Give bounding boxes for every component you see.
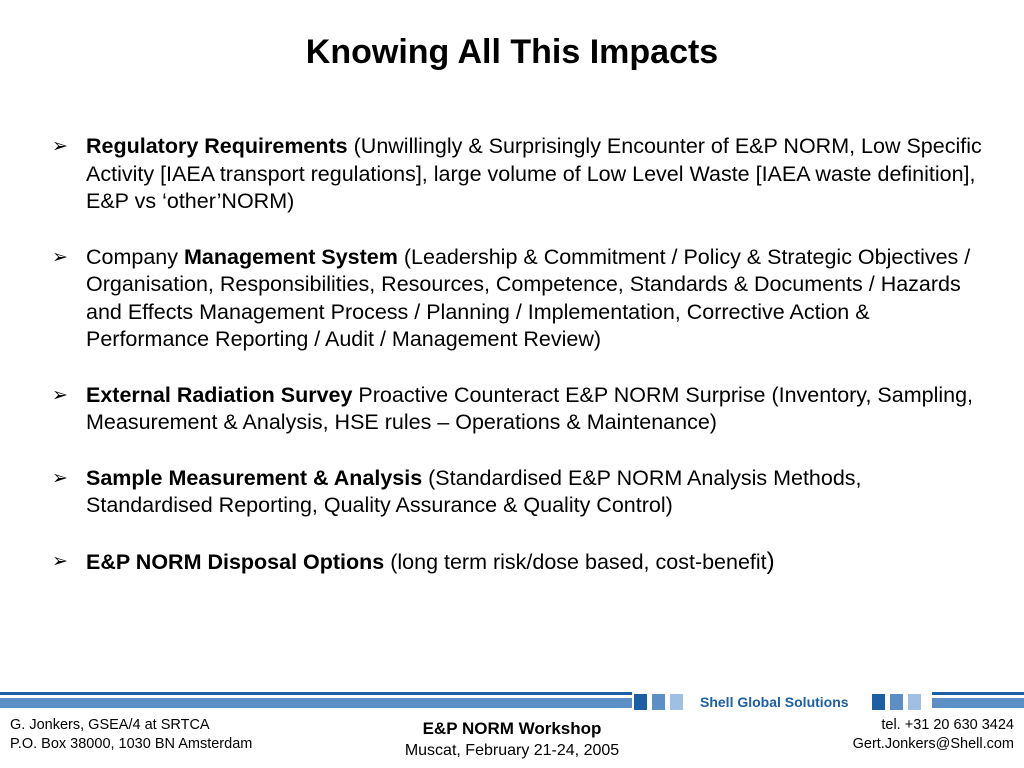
bullet-heading: Regulatory Requirements: [86, 134, 348, 158]
logo-square-icon: [670, 694, 683, 710]
brand-logo: Shell Global Solutions: [696, 692, 853, 712]
footer-address-line: P.O. Box 38000, 1030 BN Amsterdam: [10, 736, 253, 752]
footer-event: [312, 718, 712, 762]
arrowhead-bullet-icon: ➢: [52, 136, 68, 157]
bullet-text: (Standardised E&P NORM Analysis Methods, Standardised Reporting, Quality Assurance & Quality Control): [86, 465, 862, 517]
bullet-lead: Company: [86, 244, 184, 269]
logo-square-icon: [652, 694, 665, 710]
bullet-item: [52, 548, 992, 577]
bullet-item: [52, 382, 992, 437]
bullet-heading: E&P NORM Disposal Options: [86, 549, 385, 574]
footer-email: Gert.Jonkers@Shell.com: [852, 736, 1014, 752]
arrowhead-bullet-icon: ➢: [52, 246, 68, 268]
footer-author: [10, 716, 252, 754]
footer-phone: tel. +31 20 630 3424: [881, 717, 1014, 733]
bullet-item: [52, 244, 992, 354]
bullet-heading: External Radiation Survey: [86, 382, 353, 407]
arrowhead-bullet-icon: ➢: [52, 467, 68, 489]
logo-square-icon: [634, 694, 647, 710]
bullet-text: (long term risk/dose based, cost-benefit: [384, 549, 767, 574]
bullet-text: (Unwillingly & Surprisingly Encounter of E&P NORM, Low Specific Activity [IAEA transport regulations], large volume of Low Level Waste [IAEA waste definition], E&P vs ‘other’NORM): [86, 134, 982, 213]
logo-square-icon: [890, 694, 903, 710]
footer-author-line: G. Jonkers, GSEA/4 at SRTCA: [10, 717, 210, 733]
slide-title: Knowing All This Impacts: [305, 33, 719, 71]
arrowhead-bullet-icon: ➢: [52, 384, 68, 406]
footer-contact: [853, 716, 1014, 754]
footer-band: [0, 692, 1024, 712]
bullet-item: [52, 465, 992, 520]
bullet-list: [52, 133, 992, 604]
footer-workshop-name: E&P NORM Workshop: [422, 719, 602, 738]
logo-square-icon: [872, 694, 885, 710]
bullet-heading: Management System: [184, 244, 398, 269]
bullet-item: [52, 133, 992, 216]
bullet-text: (Leadership & Commitment / Policy & Strategic Objectives / Organisation, Responsibilities, Resources, Competence, Standards & Documents / Hazards and Effects Management Process / Planning / Implementation, Corrective Action & Performance Reporting / Audit / Management Review): [86, 244, 971, 351]
bullet-tail: ): [766, 547, 775, 575]
bullet-heading: Sample Measurement & Analysis: [86, 465, 423, 490]
footer-workshop-date: Muscat, February 21-24, 2005: [404, 742, 620, 759]
arrowhead-bullet-icon: ➢: [52, 550, 68, 572]
bullet-text: Proactive Counteract E&P NORM Surprise (Inventory, Sampling, Measurement & Analysis, HSE rules – Operations & Maintenance): [86, 382, 974, 434]
logo-square-icon: [908, 694, 921, 710]
